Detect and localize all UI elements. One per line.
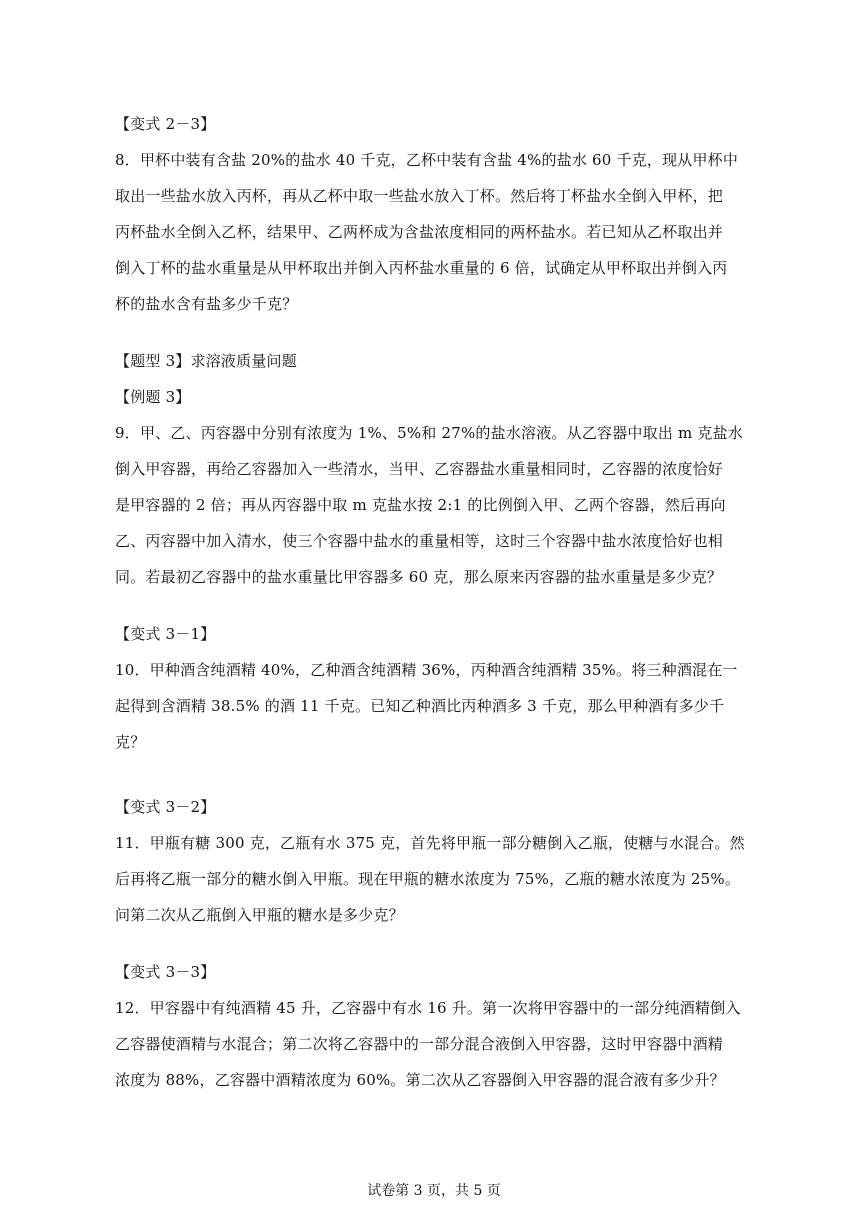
question-line: 后再将乙瓶一部分的糖水倒入甲瓶。现在甲瓶的糖水浓度为 75%，乙瓶的糖水浓度为 25%。 [115, 870, 741, 888]
question-line: 乙容器使酒精与水混合；第二次将乙容器中的一部分混合液倒入甲容器，这时甲容器中酒精 [115, 1035, 724, 1053]
question-line: 起得到含酒精 38.5% 的酒 11 千克。已知乙种酒比丙种酒多 3 千克，那么甲种酒有多少千 [115, 697, 725, 715]
question-line: 倒入甲容器，再给乙容器加入一些清水，当甲、乙容器盐水重量相同时，乙容器的浓度恰好 [115, 460, 724, 478]
question-line: 11．甲瓶有糖 300 克，乙瓶有水 375 克，首先将甲瓶一部分糖倒入乙瓶，使糖与水混合。然 [115, 834, 745, 852]
question-line: 10．甲种酒含纯酒精 40%，乙种酒含纯酒精 36%，丙种酒含纯酒精 35%。将三种酒混在一 [115, 661, 738, 679]
section-label: 【变式 2－3】 [115, 115, 216, 133]
section-heading: 【题型 3】求溶液质量问题 [115, 352, 297, 370]
question-line: 乙、丙容器中加入清水，使三个容器中盐水的重量相等，这时三个容器中盐水浓度恰好也相 [115, 532, 724, 550]
question-line: 同。若最初乙容器中的盐水重量比甲容器多 60 克，那么原来丙容器的盐水重量是多少克？ [115, 568, 723, 586]
question-line: 8．甲杯中装有含盐 20%的盐水 40 千克，乙杯中装有含盐 4%的盐水 60 千克，现从甲杯中 [115, 151, 739, 169]
question-line: 取出一些盐水放入丙杯，再从乙杯中取一些盐水放入丁杯。然后将丁杯盐水全倒入甲杯，把 [115, 187, 724, 205]
section-label: 【例题 3】 [115, 388, 191, 406]
section-label: 【变式 3－3】 [115, 963, 216, 981]
question-line: 杯的盐水含有盐多少千克？ [115, 295, 298, 313]
page-footer: 试卷第 3 页，共 5 页 [367, 1183, 501, 1199]
question-line: 浓度为 88%，乙容器中酒精浓度为 60%。第二次从乙容器倒入甲容器的混合液有多少升？ [115, 1071, 725, 1089]
question-line: 丙杯盐水全倒入乙杯，结果甲、乙两杯成为含盐浓度相同的两杯盐水。若已知从乙杯取出并 [115, 223, 724, 241]
section-label: 【变式 3－1】 [115, 625, 216, 643]
question-line: 问第二次从乙瓶倒入甲瓶的糖水是多少克？ [115, 906, 404, 924]
section-label: 【变式 3－2】 [115, 798, 216, 816]
question-line: 克？ [115, 733, 146, 751]
question-line: 是甲容器的 2 倍；再从丙容器中取 m 克盐水按 2:1 的比例倒入甲、乙两个容器，然后再向 [115, 496, 726, 514]
question-line: 倒入丁杯的盐水重量是从甲杯取出并倒入丙杯盐水重量的 6 倍，试确定从甲杯取出并倒入丙 [115, 259, 728, 277]
question-line: 9．甲、乙、丙容器中分别有浓度为 1%、5%和 27%的盐水溶液。从乙容器中取出 m 克盐水 [115, 424, 743, 442]
question-line: 12．甲容器中有纯酒精 45 升，乙容器中有水 16 升。第一次将甲容器中的一部分纯酒精倒入 [115, 999, 741, 1017]
